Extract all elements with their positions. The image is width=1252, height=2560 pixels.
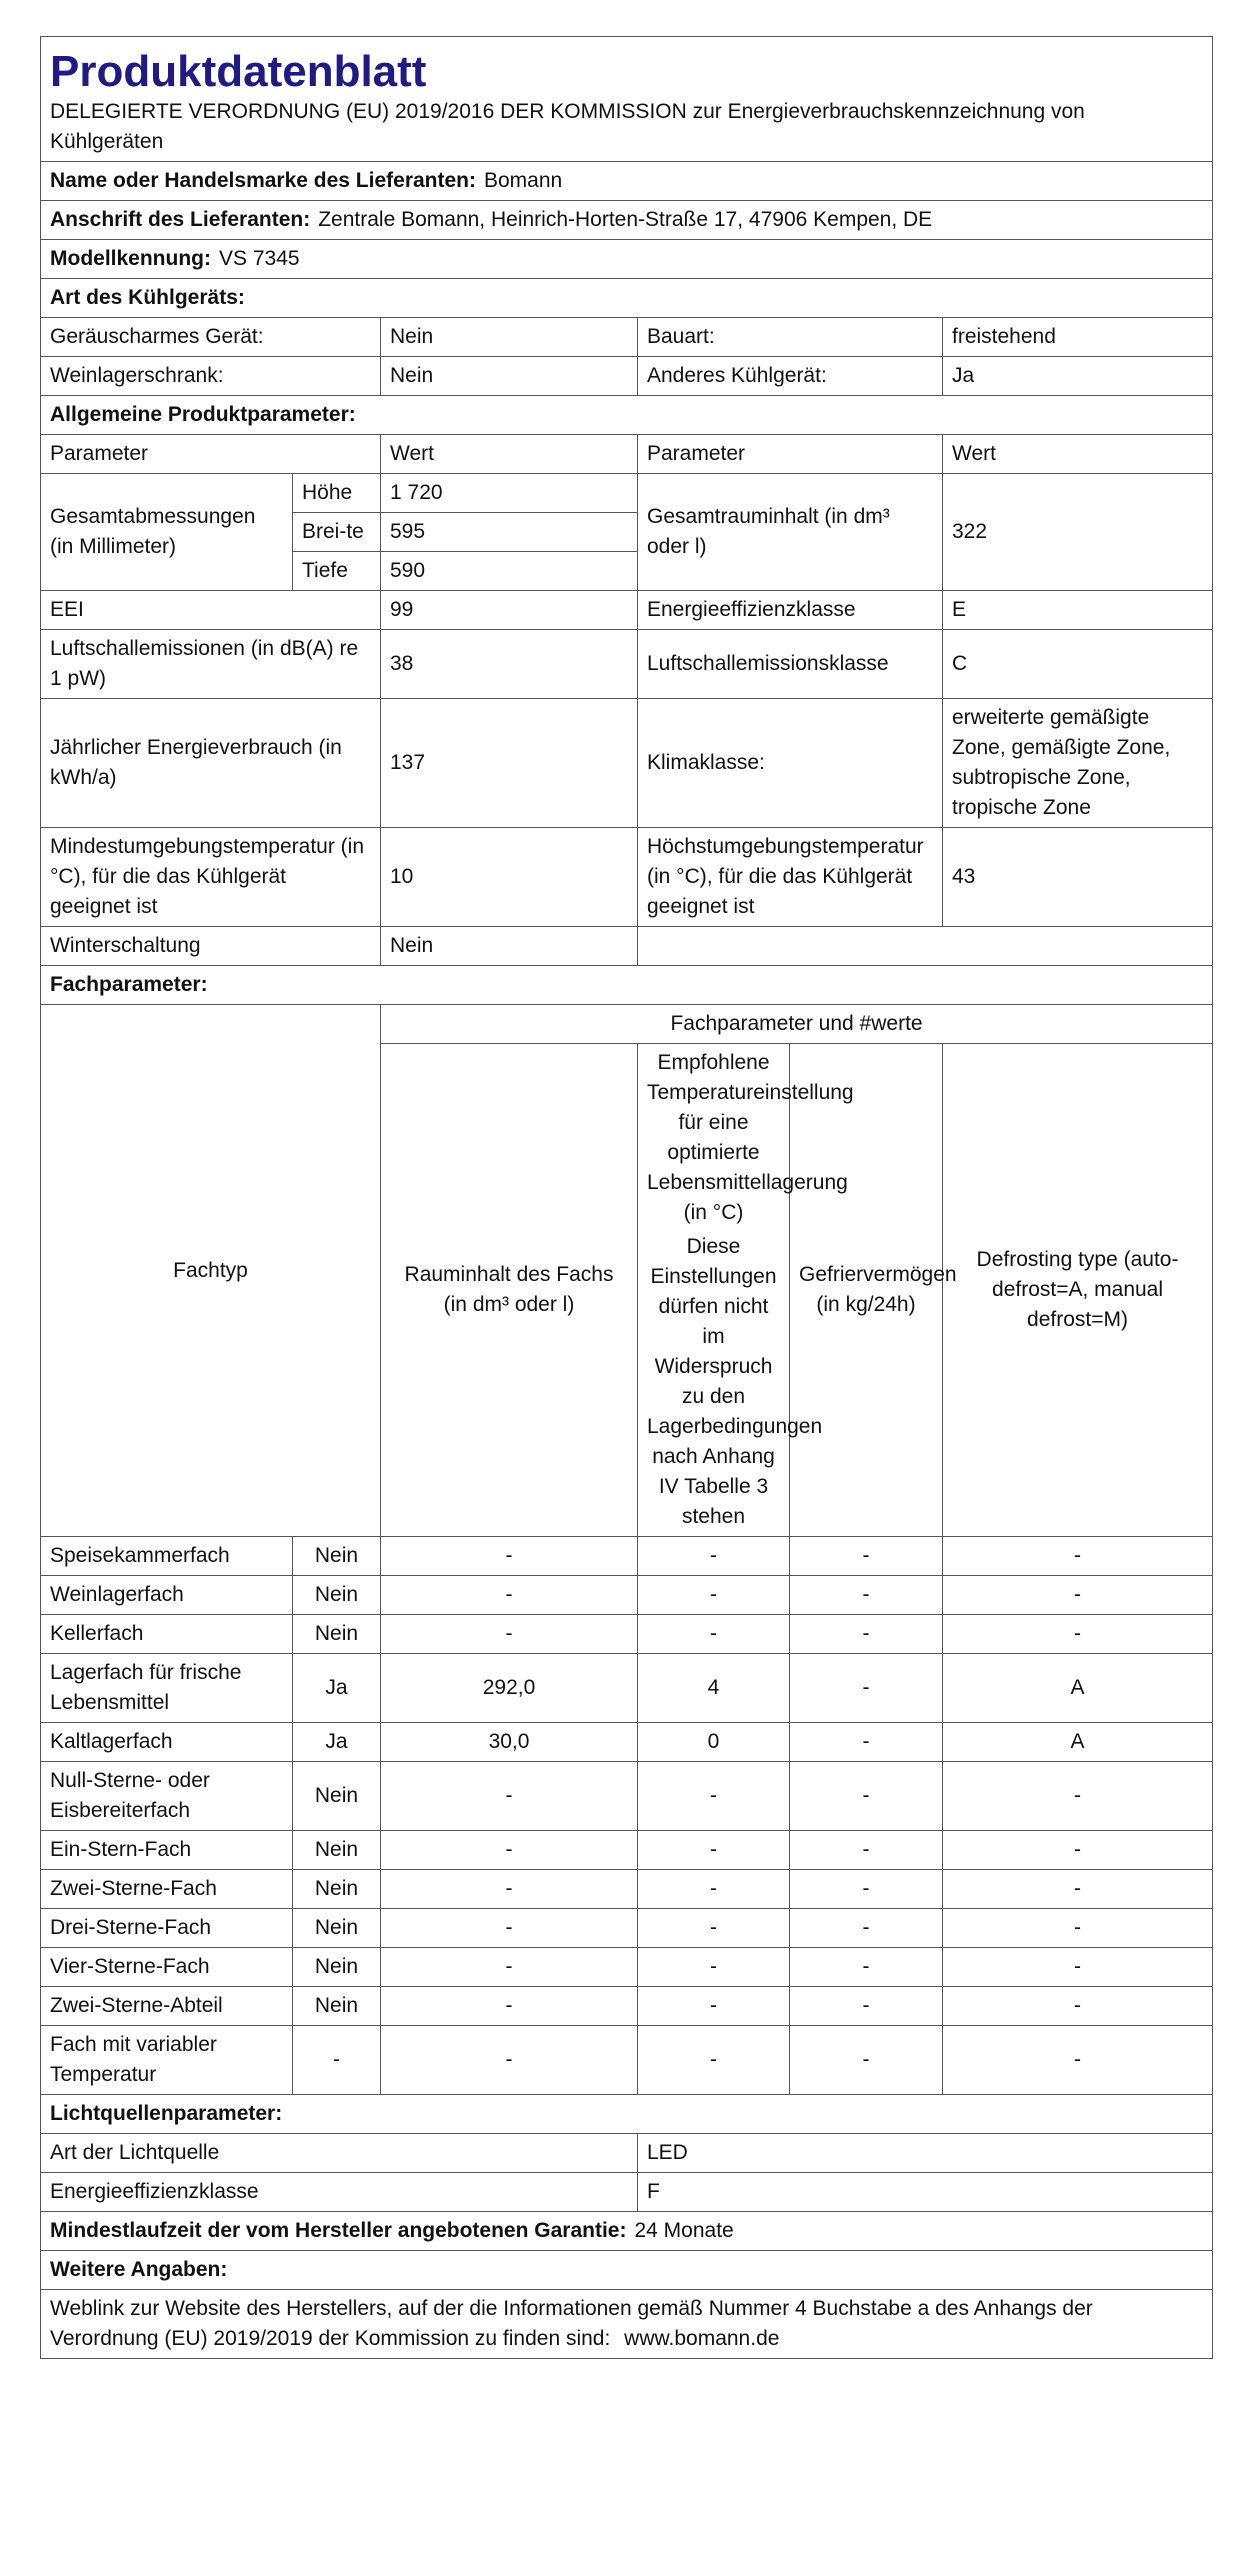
compartment-defrost: - bbox=[943, 2026, 1213, 2095]
compartment-defrost: A bbox=[943, 1654, 1213, 1723]
defrost-type-header: Defrosting type (auto-defrost=A, manual defrost=M) bbox=[943, 1044, 1213, 1537]
compartment-volume: - bbox=[381, 1762, 638, 1831]
compartment-name: Kellerfach bbox=[41, 1615, 293, 1654]
light-source-type-label: Art der Lichtquelle bbox=[41, 2134, 638, 2173]
compartment-defrost: - bbox=[943, 1537, 1213, 1576]
light-params-heading: Lichtquellenparameter: bbox=[41, 2095, 1213, 2134]
compartment-defrost: A bbox=[943, 1723, 1213, 1762]
compartment-row bbox=[41, 1615, 1213, 1654]
energy-class-value: E bbox=[943, 591, 1213, 630]
low-noise-value: Nein bbox=[381, 318, 638, 357]
max-ambient-temp-value: 43 bbox=[943, 828, 1213, 927]
compartment-temp: - bbox=[638, 2026, 790, 2095]
winter-setting-value: Nein bbox=[381, 927, 638, 966]
design-label: Bauart: bbox=[638, 318, 943, 357]
compartment-row bbox=[41, 1870, 1213, 1909]
compartment-volume: - bbox=[381, 1537, 638, 1576]
empty-cell bbox=[638, 927, 1213, 966]
compartment-temp: - bbox=[638, 1762, 790, 1831]
compartment-freezing: - bbox=[790, 1615, 943, 1654]
noise-emission-value: 38 bbox=[381, 630, 638, 699]
dimensions-label: Gesamtabmessungen (in Millimeter) bbox=[41, 474, 293, 591]
compartment-present: Nein bbox=[293, 1576, 381, 1615]
compartment-defrost: - bbox=[943, 1870, 1213, 1909]
compartment-rows bbox=[41, 1537, 1213, 2095]
warranty-value: 24 Monate bbox=[634, 2219, 734, 2242]
data-sheet-table bbox=[40, 36, 1213, 2359]
col-value-header: Wert bbox=[381, 435, 638, 474]
compartment-freezing: - bbox=[790, 1576, 943, 1615]
other-appliance-value: Ja bbox=[943, 357, 1213, 396]
compartment-group-header: Fachparameter und #werte bbox=[381, 1005, 1213, 1044]
compartment-name: Zwei-Sterne-Fach bbox=[41, 1870, 293, 1909]
compartment-row bbox=[41, 1762, 1213, 1831]
supplier-name-value: Bomann bbox=[484, 169, 563, 192]
compartment-defrost: - bbox=[943, 1987, 1213, 2026]
compartment-volume-header: Rauminhalt des Fachs (in dm³ oder l) bbox=[381, 1044, 638, 1537]
compartment-present: Nein bbox=[293, 1537, 381, 1576]
compartment-freezing: - bbox=[790, 1537, 943, 1576]
compartment-freezing: - bbox=[790, 1831, 943, 1870]
compartment-name: Ein-Stern-Fach bbox=[41, 1831, 293, 1870]
compartment-row bbox=[41, 1723, 1213, 1762]
eei-value: 99 bbox=[381, 591, 638, 630]
noise-emission-label: Luftschallemissionen (in dB(A) re 1 pW) bbox=[41, 630, 381, 699]
compartment-volume: - bbox=[381, 1831, 638, 1870]
temp-note-text: Diese Einstellungen dürfen nicht im Widerspruch zu den Lagerbedingungen nach Anhang IV Tabelle 3 stehen bbox=[647, 1235, 823, 1528]
height-label: Höhe bbox=[293, 474, 381, 513]
compartment-defrost: - bbox=[943, 1948, 1213, 1987]
compartment-name: Kaltlagerfach bbox=[41, 1723, 293, 1762]
height-value: 1 720 bbox=[381, 474, 638, 513]
model-label: Modellkennung: bbox=[50, 247, 211, 270]
compartment-type-header: Fachtyp bbox=[41, 1005, 381, 1537]
compartment-volume: - bbox=[381, 1987, 638, 2026]
light-energy-class-value: F bbox=[638, 2173, 1213, 2212]
total-volume-value: 322 bbox=[943, 474, 1213, 591]
compartment-present: Ja bbox=[293, 1723, 381, 1762]
width-label: Brei-te bbox=[293, 513, 381, 552]
compartment-temp: - bbox=[638, 1831, 790, 1870]
compartment-volume: - bbox=[381, 2026, 638, 2095]
compartment-params-heading: Fachparameter: bbox=[41, 966, 1213, 1005]
compartment-row bbox=[41, 1909, 1213, 1948]
compartment-present: - bbox=[293, 2026, 381, 2095]
compartment-defrost: - bbox=[943, 1909, 1213, 1948]
min-ambient-temp-value: 10 bbox=[381, 828, 638, 927]
compartment-present: Ja bbox=[293, 1654, 381, 1723]
compartment-temp: - bbox=[638, 1615, 790, 1654]
design-value: freistehend bbox=[943, 318, 1213, 357]
energy-class-label: Energieeffizienzklasse bbox=[638, 591, 943, 630]
compartment-temp: - bbox=[638, 1948, 790, 1987]
compartment-name: Lagerfach für frische Lebensmittel bbox=[41, 1654, 293, 1723]
compartment-freezing: - bbox=[790, 2026, 943, 2095]
climate-class-value: erweiterte gemäßigte Zone, gemäßigte Zone, subtropische Zone, tropische Zone bbox=[943, 699, 1213, 828]
compartment-name: Zwei-Sterne-Abteil bbox=[41, 1987, 293, 2026]
compartment-temp: - bbox=[638, 1537, 790, 1576]
max-ambient-temp-label: Höchstumgebungstemperatur (in °C), für die das Kühlgerät geeignet ist bbox=[638, 828, 943, 927]
compartment-temp-header bbox=[638, 1044, 854, 1537]
compartment-present: Nein bbox=[293, 1909, 381, 1948]
further-info-heading: Weitere Angaben: bbox=[41, 2251, 1213, 2290]
noise-class-label: Luftschallemissionsklasse bbox=[638, 630, 943, 699]
compartment-defrost: - bbox=[943, 1762, 1213, 1831]
noise-class-value: C bbox=[943, 630, 1213, 699]
compartment-present: Nein bbox=[293, 1870, 381, 1909]
compartment-volume: 292,0 bbox=[381, 1654, 638, 1723]
wine-cabinet-label: Weinlagerschrank: bbox=[41, 357, 381, 396]
compartment-name: Drei-Sterne-Fach bbox=[41, 1909, 293, 1948]
wine-cabinet-value: Nein bbox=[381, 357, 638, 396]
compartment-volume: - bbox=[381, 1948, 638, 1987]
regulation-text: DELEGIERTE VERORDNUNG (EU) 2019/2016 DER KOMMISSION zur Energieverbrauchskennzeichnung von Kühlgeräten bbox=[50, 100, 1085, 153]
recommended-temp-text: Empfohlene Temperatureinstellung für eine optimierte Lebensmittellagerung (in °C) bbox=[647, 1051, 854, 1224]
compartment-temp: - bbox=[638, 1870, 790, 1909]
compartment-temp: - bbox=[638, 1576, 790, 1615]
further-info-text: Weblink zur Website des Herstellers, auf der die Informationen gemäß Nummer 4 Buchstabe a des Anhangs der Verordnung (EU) 2019/2019 der Kommission zu finden sind: bbox=[50, 2297, 1093, 2350]
col-parameter-header-2: Parameter bbox=[638, 435, 943, 474]
appliance-type-heading: Art des Kühlgeräts: bbox=[41, 279, 1213, 318]
compartment-row bbox=[41, 1537, 1213, 1576]
compartment-name: Null-Sterne- oder Eisbereiterfach bbox=[41, 1762, 293, 1831]
model-value: VS 7345 bbox=[219, 247, 300, 270]
light-energy-class-label: Energieeffizienzklasse bbox=[41, 2173, 638, 2212]
compartment-row bbox=[41, 2026, 1213, 2095]
compartment-volume: - bbox=[381, 1909, 638, 1948]
col-parameter-header: Parameter bbox=[41, 435, 381, 474]
product-data-sheet bbox=[40, 36, 1212, 2359]
low-noise-label: Geräuscharmes Gerät: bbox=[41, 318, 381, 357]
compartment-name: Fach mit variabler Temperatur bbox=[41, 2026, 293, 2095]
supplier-address-label: Anschrift des Lieferanten: bbox=[50, 208, 311, 231]
supplier-name-label: Name oder Handelsmarke des Lieferanten: bbox=[50, 169, 476, 192]
col-value-header-2: Wert bbox=[943, 435, 1213, 474]
compartment-freezing: - bbox=[790, 1723, 943, 1762]
winter-setting-label: Winterschaltung bbox=[41, 927, 381, 966]
compartment-row bbox=[41, 1948, 1213, 1987]
compartment-present: Nein bbox=[293, 1762, 381, 1831]
compartment-row bbox=[41, 1654, 1213, 1723]
compartment-name: Vier-Sterne-Fach bbox=[41, 1948, 293, 1987]
width-value: 595 bbox=[381, 513, 638, 552]
annual-energy-label: Jährlicher Energieverbrauch (in kWh/a) bbox=[41, 699, 381, 828]
compartment-present: Nein bbox=[293, 1615, 381, 1654]
compartment-freezing: - bbox=[790, 1654, 943, 1723]
light-source-type-value: LED bbox=[638, 2134, 1213, 2173]
compartment-present: Nein bbox=[293, 1987, 381, 2026]
compartment-volume: - bbox=[381, 1870, 638, 1909]
page-title: Produktdatenblatt bbox=[50, 47, 427, 96]
compartment-freezing: - bbox=[790, 1987, 943, 2026]
compartment-temp: 4 bbox=[638, 1654, 790, 1723]
compartment-freezing: - bbox=[790, 1762, 943, 1831]
manufacturer-weblink[interactable]: www.bomann.de bbox=[624, 2327, 780, 2350]
general-params-heading: Allgemeine Produktparameter: bbox=[41, 396, 1213, 435]
supplier-address-value: Zentrale Bomann, Heinrich-Horten-Straße 17, 47906 Kempen, DE bbox=[318, 208, 933, 231]
compartment-defrost: - bbox=[943, 1576, 1213, 1615]
compartment-volume: - bbox=[381, 1576, 638, 1615]
climate-class-label: Klimaklasse: bbox=[638, 699, 943, 828]
depth-label: Tiefe bbox=[293, 552, 381, 591]
total-volume-label: Gesamtrauminhalt (in dm³ oder l) bbox=[638, 474, 943, 591]
compartment-defrost: - bbox=[943, 1831, 1213, 1870]
other-appliance-label: Anderes Kühlgerät: bbox=[638, 357, 943, 396]
compartment-row bbox=[41, 1831, 1213, 1870]
compartment-freezing: - bbox=[790, 1909, 943, 1948]
eei-label: EEI bbox=[41, 591, 381, 630]
compartment-row bbox=[41, 1576, 1213, 1615]
min-ambient-temp-label: Mindestumgebungstemperatur (in °C), für die das Kühlgerät geeignet ist bbox=[41, 828, 381, 927]
freezing-capacity-header: Gefriervermögen (in kg/24h) bbox=[790, 1044, 943, 1537]
annual-energy-value: 137 bbox=[381, 699, 638, 828]
compartment-name: Speisekammerfach bbox=[41, 1537, 293, 1576]
compartment-present: Nein bbox=[293, 1948, 381, 1987]
warranty-label: Mindestlaufzeit der vom Hersteller angebotenen Garantie: bbox=[50, 2219, 627, 2242]
compartment-temp: - bbox=[638, 1987, 790, 2026]
compartment-freezing: - bbox=[790, 1870, 943, 1909]
compartment-row bbox=[41, 1987, 1213, 2026]
compartment-present: Nein bbox=[293, 1831, 381, 1870]
compartment-volume: 30,0 bbox=[381, 1723, 638, 1762]
depth-value: 590 bbox=[381, 552, 638, 591]
compartment-volume: - bbox=[381, 1615, 638, 1654]
compartment-temp: - bbox=[638, 1909, 790, 1948]
compartment-defrost: - bbox=[943, 1615, 1213, 1654]
compartment-freezing: - bbox=[790, 1948, 943, 1987]
compartment-name: Weinlagerfach bbox=[41, 1576, 293, 1615]
compartment-temp: 0 bbox=[638, 1723, 790, 1762]
